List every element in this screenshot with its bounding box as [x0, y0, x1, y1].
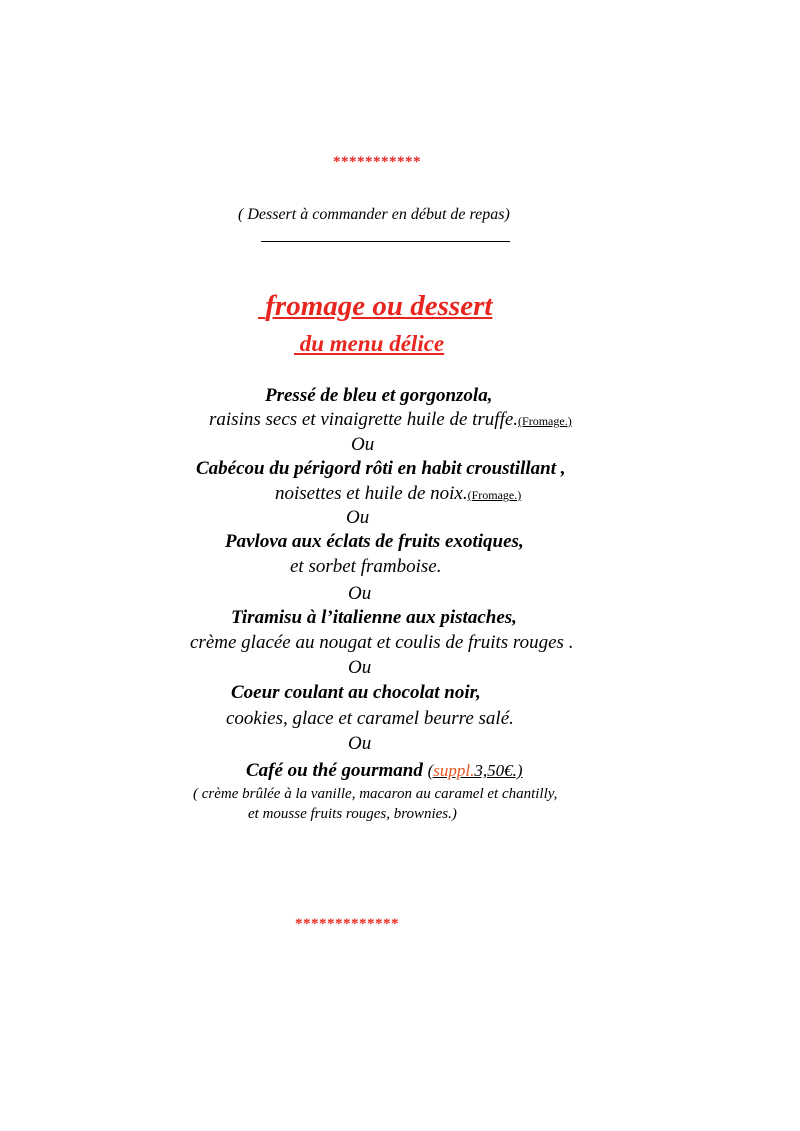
dish-name	[246, 760, 523, 782]
dish-description: cookies, glace et caramel beurre salé.	[226, 708, 514, 729]
cheese-tag: (Fromage.)	[467, 488, 522, 502]
or-separator: Ou	[351, 434, 375, 455]
dish-name-text: Café ou thé gourmand	[246, 760, 423, 781]
dish-name: Coeur coulant au chocolat noir,	[231, 682, 481, 703]
bottom-stars-divider: *************	[295, 916, 399, 932]
cheese-tag: (Fromage.)	[518, 414, 572, 428]
dish-name: Pressé de bleu et gorgonzola,	[265, 385, 493, 406]
supplement-price	[428, 761, 523, 780]
menu-section-title	[258, 290, 492, 323]
menu-section-title-text: fromage ou dessert	[265, 290, 493, 322]
top-stars-divider: ***********	[333, 154, 421, 170]
menu-section-subtitle	[294, 331, 444, 357]
dish-description	[275, 483, 521, 505]
or-separator: Ou	[348, 583, 372, 604]
or-separator: Ou	[346, 507, 370, 528]
menu-section-subtitle-text: du menu délice	[299, 331, 445, 356]
supplement-label: suppl.	[433, 761, 475, 780]
dish-description: crème glacée au nougat et coulis de fruits rouges .	[190, 632, 574, 653]
order-note: ( Dessert à commander en début de repas)	[238, 206, 510, 223]
dish-details: et mousse fruits rouges, brownies.)	[248, 806, 457, 822]
dish-description-text: raisins secs et vinaigrette huile de truffe.	[209, 409, 519, 430]
note-underline	[261, 241, 510, 242]
dish-description: et sorbet framboise.	[290, 556, 442, 577]
dish-name: Cabécou du périgord rôti en habit croustillant ,	[196, 458, 566, 479]
supplement-amount: 3,50€.)	[474, 761, 523, 780]
supplement-open-paren: (	[427, 761, 434, 780]
dish-name: Tiramisu à l’italienne aux pistaches,	[231, 607, 517, 628]
dish-description-text: noisettes et huile de noix.	[275, 483, 468, 504]
or-separator: Ou	[348, 657, 372, 678]
or-separator: Ou	[348, 733, 372, 754]
dish-description	[209, 409, 572, 431]
dish-details: ( crème brûlée à la vanille, macaron au caramel et chantilly,	[193, 786, 558, 802]
dish-name: Pavlova aux éclats de fruits exotiques,	[225, 531, 524, 552]
